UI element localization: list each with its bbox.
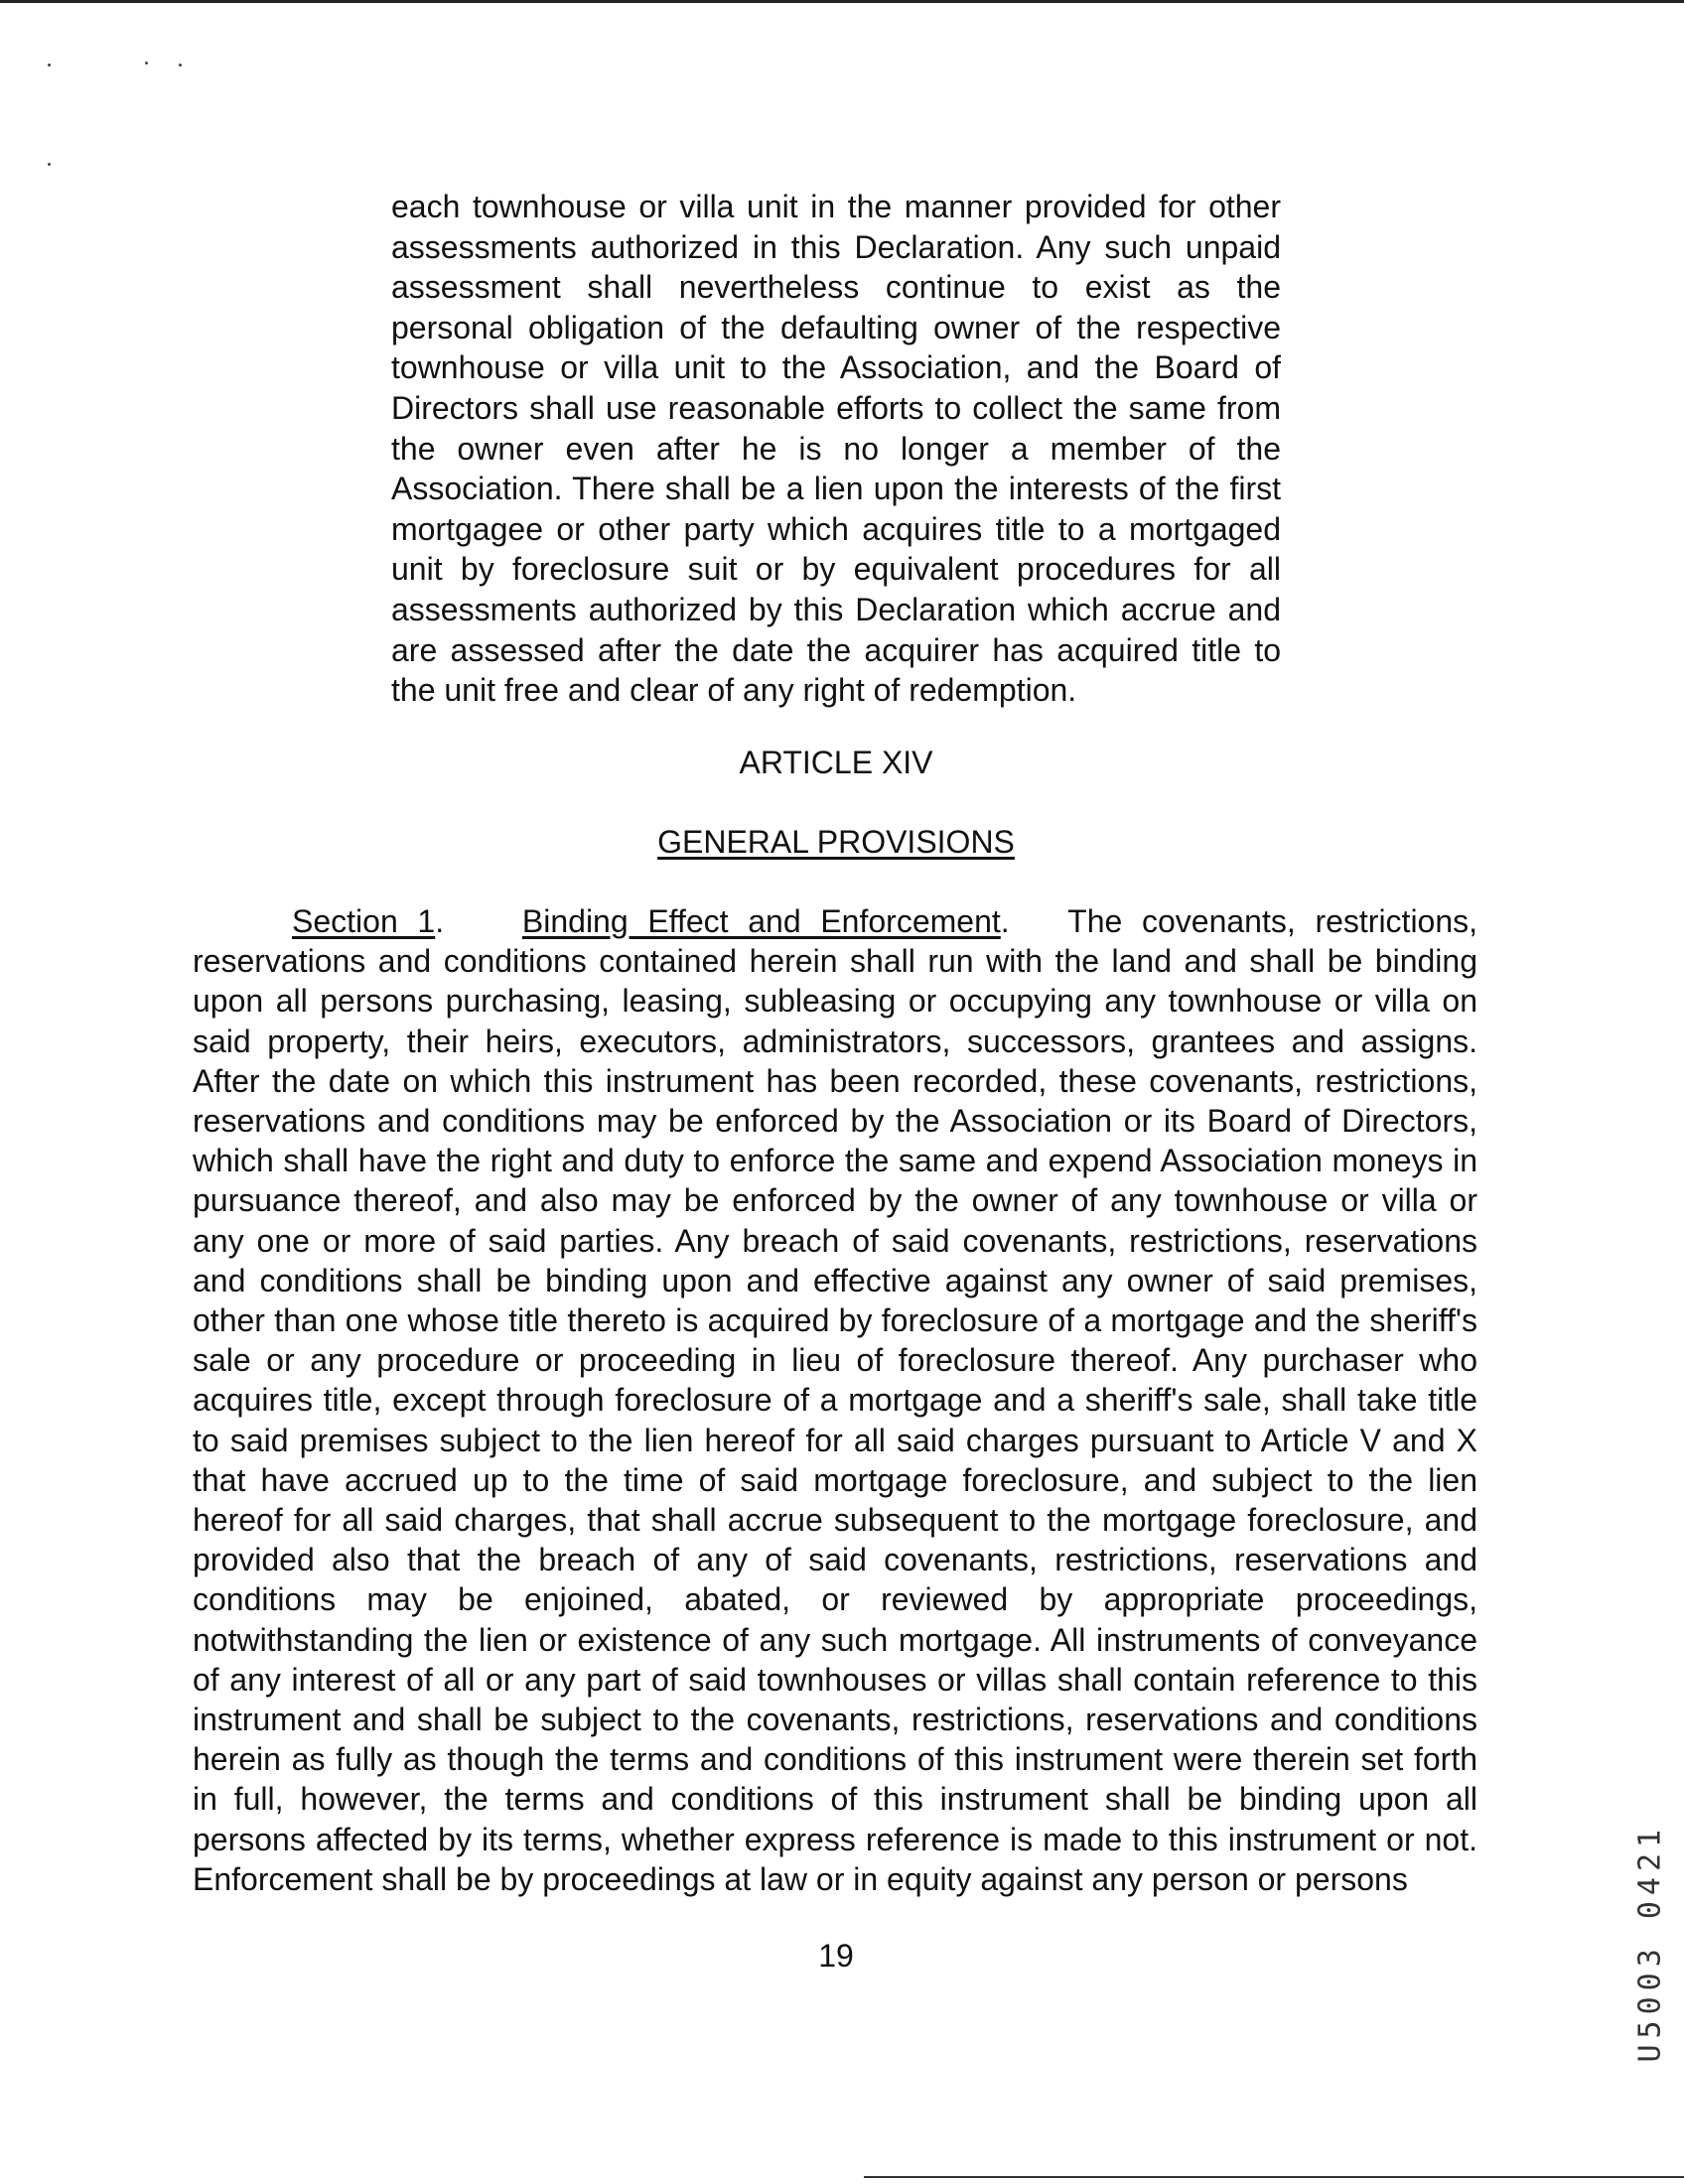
section-paragraph: Section 1. Binding Effect and Enforcement. The covenants, restrictions, reservations and conditions contained herein shall run with the land and shall be binding upon all persons purchasing, leasing, subleasing or occupying any townhouse or villa on said property, their heirs, executors, administrators, successors, grantees and assigns. After the date on which this instrument has been recorded, these covenants, restrictions, reservations and conditions may be enforced by the Association or its Board of Directors, which shall have the right and duty to enforce the same and expend Association moneys in pursuance thereof, and also may be enforced by the owner of any townhouse or villa or any one or more of said parties. Any breach of said covenants, restrictions, reservations and conditions shall be binding upon and effective against any owner of said premises, other than one whose title thereto is acquired by foreclosure of a mortgage and the sheriff's sale or any procedure or proceeding in lieu of foreclosure thereof. Any purchaser who acquires title, except through foreclosure of a mortgage and a sheriff's sale, shall take title to said premises subject to the lien hereof for all said charges pursuant to Article V and X that have accrued up to the time of said mortgage foreclosure, and subject to the lien hereof for all said charges, that shall accrue subsequent to the mortgage foreclosure, and provided also that the breach of any of said covenants, restrictions, reservations and conditions may be enjoined, abated, or reviewed by appropriate proceedings, notwithstanding the lien or existence of any such mortgage. All instruments of conveyance of any interest of all or any part of said townhouses or villas shall contain reference to this instrument and shall be subject to the covenants, restrictions, reservations and conditions herein as fully as though the terms and conditions of this instrument were therein set forth in full, however, the terms and conditions of this instrument shall be binding upon all persons affected by its terms, whether express reference is made to this instrument or not. Enforcement shall be by proceedings at law or in equity against any person or persons [193, 903, 1478, 1897]
section-title: Binding Effect and Enforcement [521, 903, 1001, 939]
section-label: Section 1 [292, 903, 436, 939]
article-title [0, 824, 1672, 861]
top-scan-border [0, 0, 1684, 3]
side-stamp-text: U5003 0421 [1632, 1823, 1668, 2063]
article-heading: ARTICLE XIV [739, 745, 933, 780]
page-number: 19 [818, 1938, 854, 1974]
scan-speck [145, 62, 148, 65]
section-text: The covenants, restrictions, reservations and conditions contained herein shall run with the land and shall be binding upon all persons purchasing, leasing, subleasing or occupying any townhouse or villa on said property, their heirs, executors, administrators, successors, grantees and assigns. After the date on which this instrument has been recorded, these covenants, restrictions, reservations and conditions may be enforced by the Association or its Board of Directors, which shall have the right and duty to enforce the same and expend Association moneys in pursuance thereof, and also may be enforced by the owner of any townhouse or villa or any one or more of said parties. Any breach of said covenants, restrictions, reservations and conditions shall be binding upon and effective against any owner of said premises, other than one whose title thereto is acquired by foreclosure of a mortgage and the sheriff's sale or any procedure or proceeding in lieu of foreclosure thereof. Any purchaser who acquires title, except through foreclosure of a mortgage and a sheriff's sale, shall take title to said premises subject to the lien hereof for all said charges pursuant to Article V and X that have accrued up to the time of said mortgage foreclosure, and subject to the lien hereof for all said charges, that shall accrue subsequent to the mortgage foreclosure, and provided also that the breach of any of said covenants, restrictions, reservations and conditions may be enjoined, abated, or reviewed by appropriate proceedings, notwithstanding the lien or existence of any such mortgage. All instruments of conveyance of any interest of all or any part of said townhouses or villas shall contain reference to this instrument and shall be subject to the covenants, restrictions, reservations and conditions herein as fully as though the terms and conditions of this instrument were therein set forth in full, however, the terms and conditions of this instrument shall be binding upon all persons affected by its terms, whether express reference is made to this instrument or not. Enforcement shall be by proceedings at law or in equity against any person or persons [193, 903, 1478, 1897]
bottom-scan-border [864, 2176, 1684, 2178]
side-stamp [1632, 1569, 1670, 2184]
intro-paragraph: each townhouse or villa unit in the manner provided for other assessments authorized in this Declaration. Any such unpaid assessment shall nevertheless continue to exist as the personal obligation of the defaulting owner of the respective townhouse or villa unit to the Association, and the Board of Directors shall use reasonable efforts to collect the same from the owner even after he is no longer a member of the Association. There shall be a lien upon the interests of the first mortgagee or other party which acquires title to a mortgaged unit by foreclosure suit or by equivalent procedures for all assessments authorized by this Declaration which accrue and are assessed after the date the acquirer has acquired title to the unit free and clear of any right of redemption. [391, 189, 1281, 709]
scan-speck [179, 64, 182, 67]
scan-speck [48, 64, 51, 67]
scan-speck [48, 163, 51, 166]
article-title-text: GENERAL PROVISIONS [657, 824, 1015, 860]
